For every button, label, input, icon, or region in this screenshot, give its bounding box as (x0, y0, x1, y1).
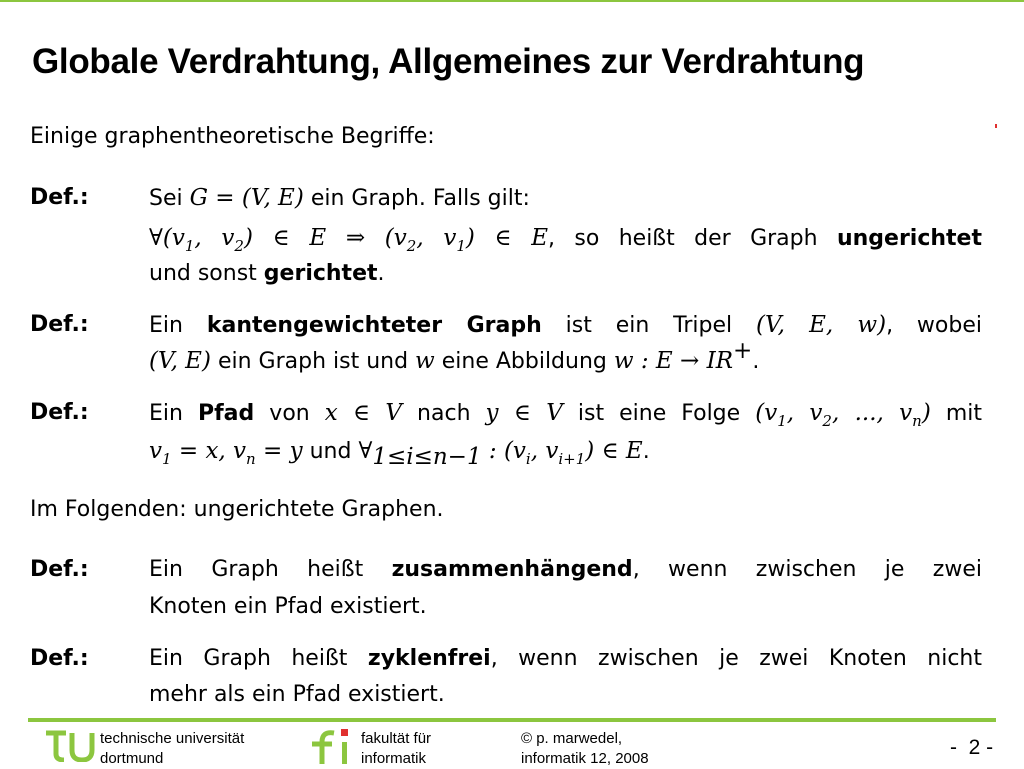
def-1-text: Sei (149, 186, 190, 211)
faculty-name (361, 729, 431, 769)
def-3-text: Ein (149, 401, 198, 426)
def-3-math: y ∈ V (485, 400, 563, 426)
def-2-line-1 (149, 310, 982, 341)
def-1-text: , so heißt der Graph (548, 226, 837, 251)
def-1-text: . (377, 261, 385, 286)
def-3-text: nach (402, 401, 486, 426)
math-part: : (v (481, 438, 526, 464)
def-2-text: ist ein Tripel (541, 313, 757, 338)
def-3-text: von (254, 401, 325, 426)
math-part: , v (786, 400, 823, 426)
def-3-math (481, 438, 643, 468)
footer-rule (28, 718, 996, 722)
def-1-math: G = (V, E) (189, 185, 304, 211)
def-1-line-3 (149, 259, 385, 289)
slide-title: Globale Verdrahtung, Allgemeines zur Verdrahtung (32, 42, 865, 81)
fi-logo-icon (308, 728, 358, 764)
def-label: Def.: (30, 646, 89, 671)
tu-logo-icon (44, 730, 96, 762)
def-4-line-2: Knoten ein Pfad existiert. (149, 594, 427, 619)
math-part: ) ∈ E (465, 225, 549, 251)
tu-name-line: technische universität (100, 730, 245, 747)
def-3-line-1 (149, 398, 982, 429)
def-2-text: Ein (149, 313, 207, 338)
def-label: Def.: (30, 557, 89, 582)
def-2-math: (V, E) (149, 348, 211, 374)
def-2-text: , wobei (886, 313, 982, 338)
copyright-line: informatik 12, 2008 (521, 750, 649, 767)
math-part: ) ∈ E (585, 438, 643, 464)
term-kantengewichteter-graph: kantengewichteter Graph (206, 313, 542, 338)
copyright (521, 729, 649, 769)
def-3-text: . (642, 439, 650, 464)
subscript: 1 (184, 237, 195, 255)
subhead: Im Folgenden: ungerichtete Graphen. (30, 497, 444, 522)
def-2-math: w : E → IR (613, 348, 734, 374)
math-part: , ..., v (831, 400, 913, 426)
math-part: , v (416, 225, 457, 251)
def-3-math (358, 438, 482, 470)
def-1-line-2 (149, 223, 982, 254)
def-label: Def.: (30, 185, 89, 210)
math-part: = y (255, 438, 303, 464)
def-label: Def.: (30, 400, 89, 425)
math-part: , v (530, 438, 559, 464)
def-1-line-1 (149, 183, 530, 214)
subscript: 2 (234, 237, 244, 255)
subscript: 2 (406, 237, 417, 255)
subscript: 1 (162, 450, 172, 468)
def-1-text: und sonst (149, 261, 264, 286)
def-1-formula (149, 225, 549, 255)
forall-expr: ∀(v (149, 225, 185, 251)
page-number: - 2 - (950, 736, 994, 759)
subscript: 1≤i≤n−1 (372, 444, 482, 470)
copyright-line: © p. marwedel, (521, 730, 623, 747)
math-part: , v (194, 225, 235, 251)
def-3-line-2 (149, 436, 650, 470)
def-5-text: , wenn zwischen je zwei Knoten nicht (490, 646, 982, 671)
def-1-text: ein Graph. Falls gilt: (303, 186, 530, 211)
title-mark (995, 124, 997, 128)
subscript: i (525, 450, 531, 468)
subscript: n (246, 450, 256, 468)
faculty-name-line: fakultät für (361, 730, 432, 747)
def-5-line-2: mehr als ein Pfad existiert. (149, 682, 445, 707)
math-part: ) ∈ E ⇒ (v (243, 225, 407, 251)
math-part: ) (921, 400, 931, 426)
def-3-math: x ∈ V (324, 400, 403, 426)
term-zusammenhaengend: zusammenhängend (391, 557, 633, 582)
def-label: Def.: (30, 312, 89, 337)
def-4-text: , wenn zwischen je zwei (632, 557, 982, 582)
def-2-text: eine Abbildung (434, 349, 614, 374)
def-3-sequence (755, 400, 931, 430)
subscript: 1 (777, 412, 787, 430)
subscript: n (912, 412, 922, 430)
math-part: ∀ (358, 438, 373, 464)
math-part: v (149, 438, 162, 464)
def-3-math (149, 438, 303, 468)
math-part: (v (755, 400, 778, 426)
def-2-text: ein Graph ist und (210, 349, 416, 374)
def-3-text: mit (930, 401, 983, 426)
tu-name (100, 729, 244, 769)
def-2-text: . (752, 349, 760, 374)
def-2-math: w (415, 348, 435, 374)
def-2-math: (V, E, w) (756, 312, 887, 338)
def-3-text: und (302, 439, 359, 464)
superscript: + (733, 338, 753, 364)
subscript: 2 (822, 412, 832, 430)
def-3-text: ist eine Folge (562, 401, 756, 426)
tu-name-line: dortmund (100, 750, 164, 767)
def-5-text: Ein Graph heißt (149, 646, 368, 671)
term-ungerichtet: ungerichtet (836, 226, 982, 251)
math-part: = x, v (171, 438, 247, 464)
top-rule (0, 0, 1024, 2)
def-2-line-2 (149, 338, 760, 377)
faculty-name-line: informatik (361, 750, 427, 767)
def-4-line-1 (149, 555, 982, 585)
term-pfad: Pfad (197, 401, 255, 426)
term-gerichtet: gerichtet (263, 261, 378, 286)
intro-text: Einige graphentheoretische Begriffe: (30, 124, 435, 149)
subscript: 1 (456, 237, 466, 255)
def-4-text: Ein Graph heißt (149, 557, 392, 582)
subscript: i+1 (558, 450, 586, 468)
def-5-line-1 (149, 644, 982, 674)
term-zyklenfrei: zyklenfrei (367, 646, 491, 671)
